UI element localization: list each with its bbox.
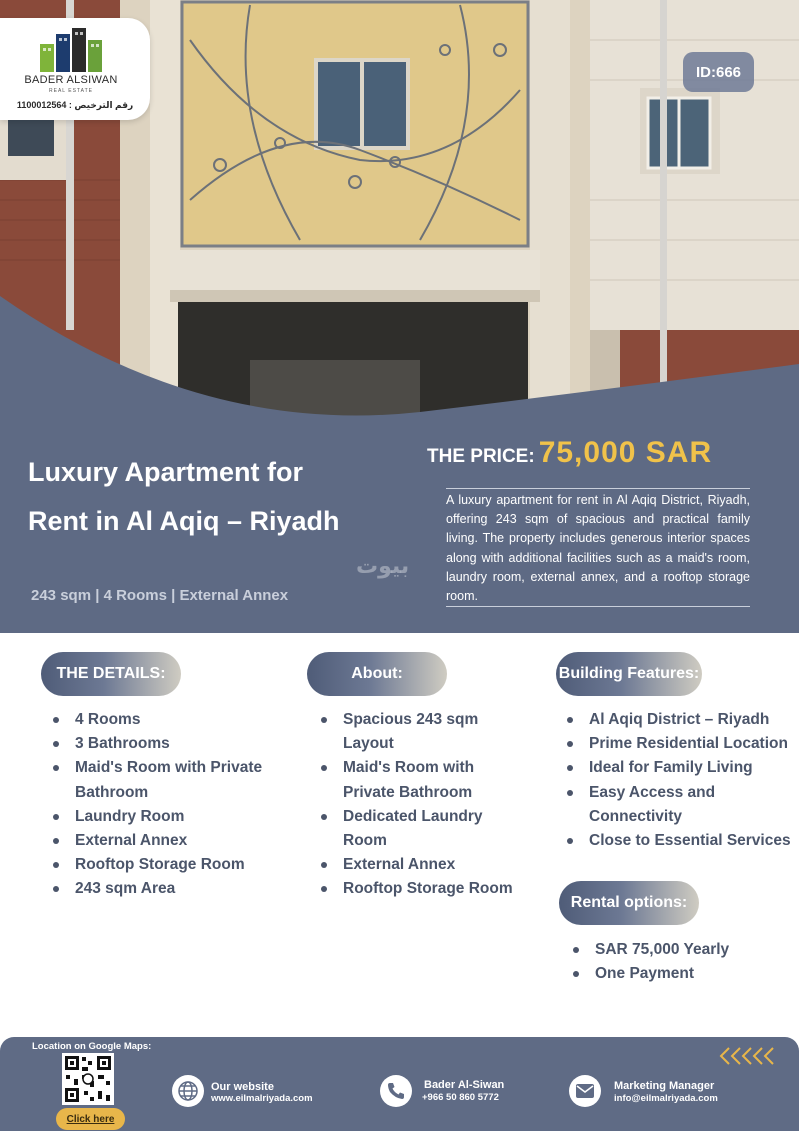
list-item: 243 sqm Area (53, 877, 273, 901)
logo-company-name: BADER ALSIWAN (24, 74, 118, 86)
logo-company-sub: REAL ESTATE (49, 88, 93, 94)
list-item: Ideal for Family Living (567, 756, 799, 780)
about-heading: About: (307, 652, 447, 696)
website-title: Our website (211, 1081, 274, 1093)
phone-icon (380, 1075, 412, 1107)
phone-number[interactable]: +966 50 860 5772 (422, 1092, 499, 1103)
mail-icon (569, 1075, 601, 1107)
company-logo-card (0, 18, 150, 120)
map-click-here-button[interactable]: Click here (56, 1108, 125, 1130)
license-number: رقم الترخيص : 1100012564 (16, 100, 134, 110)
globe-icon (172, 1075, 204, 1107)
list-item: 4 Rooms (53, 708, 273, 732)
rental-heading: Rental options: (559, 881, 699, 925)
building-logo-icon (38, 26, 104, 72)
list-item: Rooftop Storage Room (53, 853, 273, 877)
website-link[interactable]: www.eilmalriyada.com (211, 1093, 313, 1104)
list-item: Prime Residential Location (567, 732, 799, 756)
maps-label: Location on Google Maps: (32, 1041, 152, 1052)
email-address[interactable]: info@eilmalriyada.com (614, 1093, 718, 1104)
features-list (567, 708, 799, 853)
list-item: Rooftop Storage Room (321, 877, 521, 901)
list-item: Al Aqiq District – Riyadh (567, 708, 799, 732)
listing-title: Luxury Apartment for Rent in Al Aqiq – Riyadh (28, 457, 340, 536)
list-item: 3 Bathrooms (53, 732, 273, 756)
list-item: Maid's Room with Private Bathroom (321, 756, 521, 804)
details-heading: THE DETAILS: (41, 652, 181, 696)
about-list (321, 708, 521, 902)
price-row (427, 436, 712, 470)
listing-description: A luxury apartment for rent in Al Aqiq District, Riyadh, offering 243 sqm of spacious and practical family living. The property includes generous interior spaces along with additional facilities such as a maid's room, laundry room, external annex, and a rooftop storage room. (446, 493, 750, 604)
list-item: Laundry Room (53, 805, 273, 829)
list-item: SAR 75,000 Yearly (573, 938, 773, 962)
price-label: THE PRICE: (427, 446, 535, 467)
phone-contact-name: Bader Al-Siwan (424, 1079, 505, 1091)
qr-code-icon[interactable] (62, 1053, 114, 1105)
list-item: Easy Access and Connectivity (567, 781, 799, 829)
listing-subtitle: 243 sqm | 4 Rooms | External Annex (31, 587, 289, 604)
price-value: 75,000 SAR (538, 436, 713, 469)
list-item: External Annex (53, 829, 273, 853)
description-top-rule (446, 488, 750, 489)
rental-list (573, 938, 773, 986)
list-item: Dedicated Laundry Room (321, 805, 521, 853)
list-item: Maid's Room with Private Bathroom (53, 756, 273, 804)
chevrons-icon (719, 1045, 779, 1067)
email-title: Marketing Manager (614, 1080, 715, 1092)
description-bottom-rule (446, 606, 750, 607)
details-list (53, 708, 273, 902)
list-item: One Payment (573, 962, 773, 986)
features-heading: Building Features: (556, 652, 702, 696)
list-item: External Annex (321, 853, 521, 877)
list-item: Spacious 243 sqm Layout (321, 708, 521, 756)
list-item: Close to Essential Services (567, 829, 799, 853)
watermark: بيوت (356, 553, 410, 578)
listing-id-badge: ID:666 (683, 52, 754, 92)
